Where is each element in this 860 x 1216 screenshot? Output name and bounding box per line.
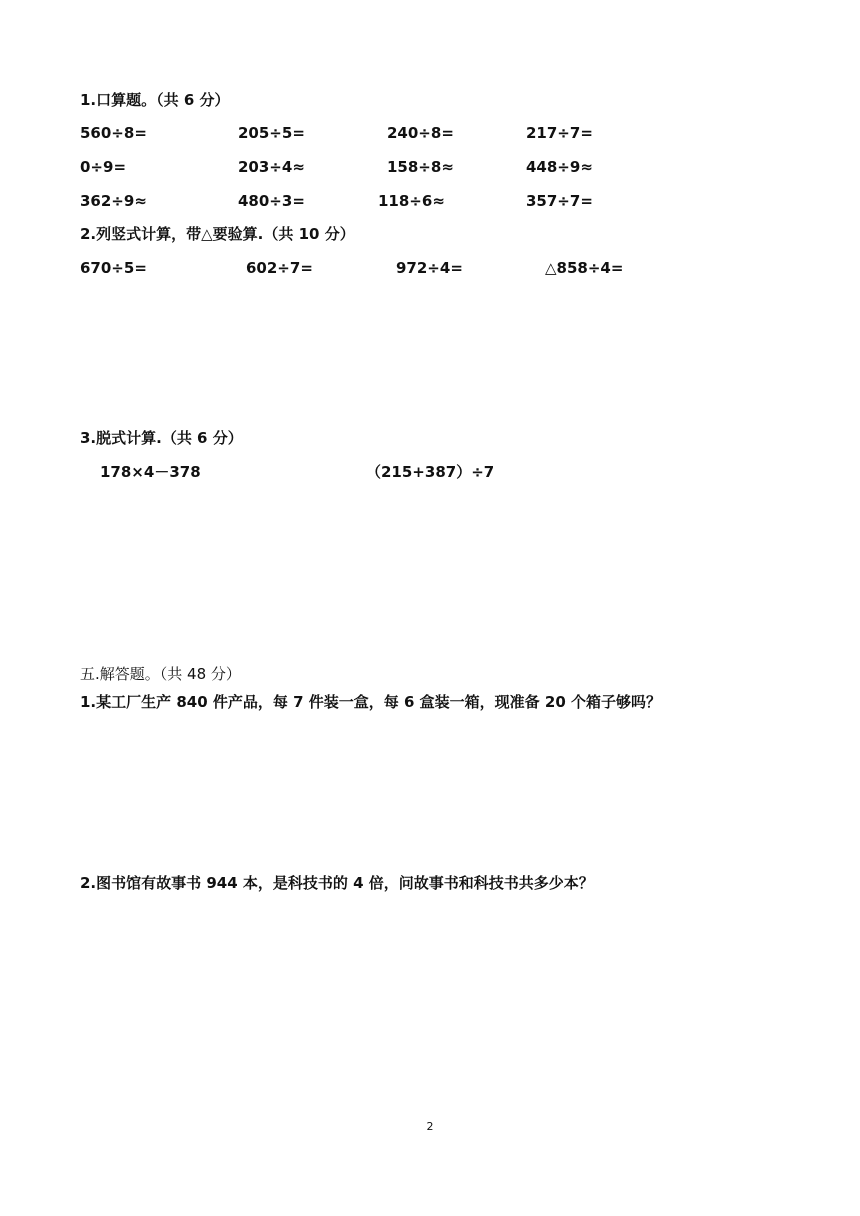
word-problem-2: 2.图书馆有故事书 944 本，是科技书的 4 倍，问故事书和科技书共多少本？ — [80, 874, 594, 892]
vertical-calc-item: △858÷4= — [545, 259, 624, 277]
mental-math-item: 362÷9≈ — [80, 192, 147, 210]
mental-math-item: 480÷3= — [238, 192, 305, 210]
mental-math-item: 357÷7= — [526, 192, 593, 210]
mental-math-item: 560÷8= — [80, 124, 147, 142]
section1-title: 1.口算题。（共 6 分） — [80, 91, 230, 109]
mental-math-item: 217÷7= — [526, 124, 593, 142]
section5-title: 五.解答题。（共 48 分） — [80, 665, 241, 683]
mental-math-item: 118÷6≈ — [378, 192, 445, 210]
step-calc-item: （215+387）÷7 — [366, 463, 495, 481]
mental-math-item: 158÷8≈ — [387, 158, 454, 176]
vertical-calc-item: 670÷5= — [80, 259, 147, 277]
mental-math-item: 240÷8= — [387, 124, 454, 142]
mental-math-item: 0÷9= — [80, 158, 127, 176]
mental-math-item: 448÷9≈ — [526, 158, 593, 176]
section2-title: 2.列竖式计算，带△要验算.（共 10 分） — [80, 225, 355, 243]
page-number: 2 — [426, 1120, 434, 1133]
word-problem-1: 1.某工厂生产 840 件产品，每 7 件装一盒，每 6 盒装一箱，现准备 20 个箱子够吗？ — [80, 693, 661, 711]
step-calc-item: 178×4－378 — [100, 463, 201, 481]
section3-title: 3.脱式计算.（共 6 分） — [80, 429, 243, 447]
vertical-calc-item: 602÷7= — [246, 259, 313, 277]
mental-math-item: 205÷5= — [238, 124, 305, 142]
vertical-calc-item: 972÷4= — [396, 259, 463, 277]
mental-math-item: 203÷4≈ — [238, 158, 305, 176]
